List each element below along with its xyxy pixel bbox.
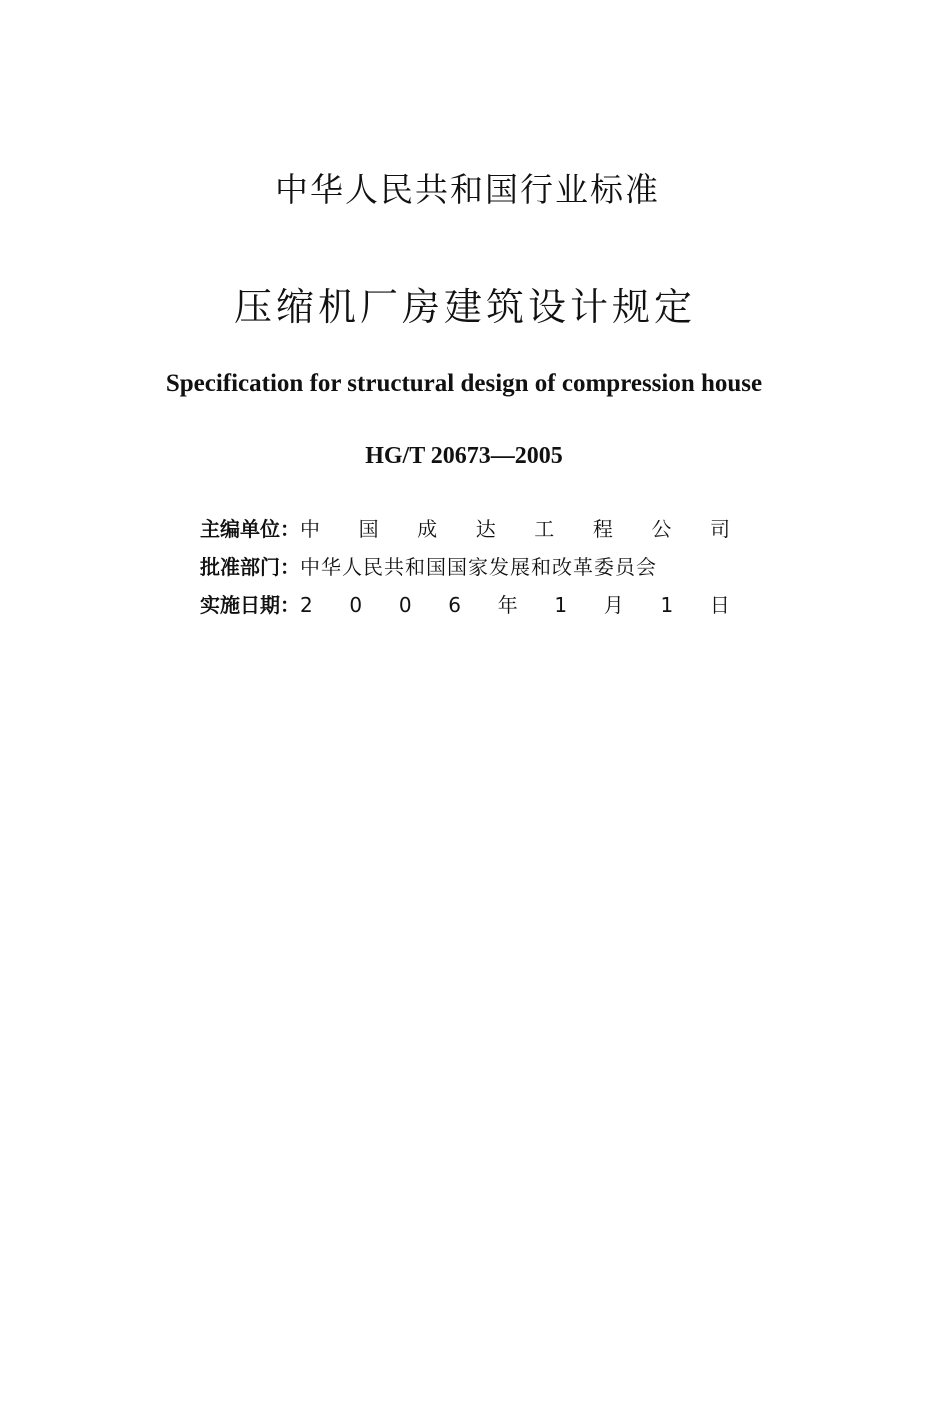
date-char: 年 [497, 593, 518, 617]
date-char: 2 [300, 593, 313, 617]
date-char: 1 [554, 593, 568, 617]
editor-row [200, 510, 730, 548]
standard-code: HG/T 20673—2005 [365, 443, 563, 469]
approver-row [200, 548, 730, 586]
editor-char: 中 [300, 517, 320, 541]
date-char: 月 [603, 593, 624, 617]
editor-char: 公 [651, 517, 672, 541]
chinese-title: 压缩机厂房建筑设计规定 [233, 285, 696, 329]
english-title: Specification for structural design of compression house [165, 370, 763, 397]
date-label: 实施日期： [200, 593, 300, 617]
date-char: 1 [660, 593, 674, 617]
editor-char: 国 [358, 517, 379, 541]
editor-value [300, 510, 730, 548]
publication-info [200, 510, 730, 624]
date-char: 6 [448, 593, 461, 617]
standard-type-heading: 中华人民共和国行业标准 [275, 170, 660, 209]
date-row [200, 586, 730, 624]
editor-char: 程 [592, 517, 613, 541]
date-char: 日 [709, 593, 730, 617]
date-char: 0 [398, 593, 412, 617]
date-value [300, 586, 730, 624]
approver-label: 批准部门： [200, 555, 300, 579]
editor-char: 工 [534, 517, 555, 541]
approver-value: 中华人民共和国国家发展和改革委员会 [300, 555, 657, 579]
editor-label: 主编单位： [200, 517, 300, 541]
editor-char: 达 [475, 517, 496, 541]
editor-char: 司 [709, 517, 730, 541]
date-char: 0 [349, 593, 363, 617]
editor-char: 成 [417, 517, 438, 541]
